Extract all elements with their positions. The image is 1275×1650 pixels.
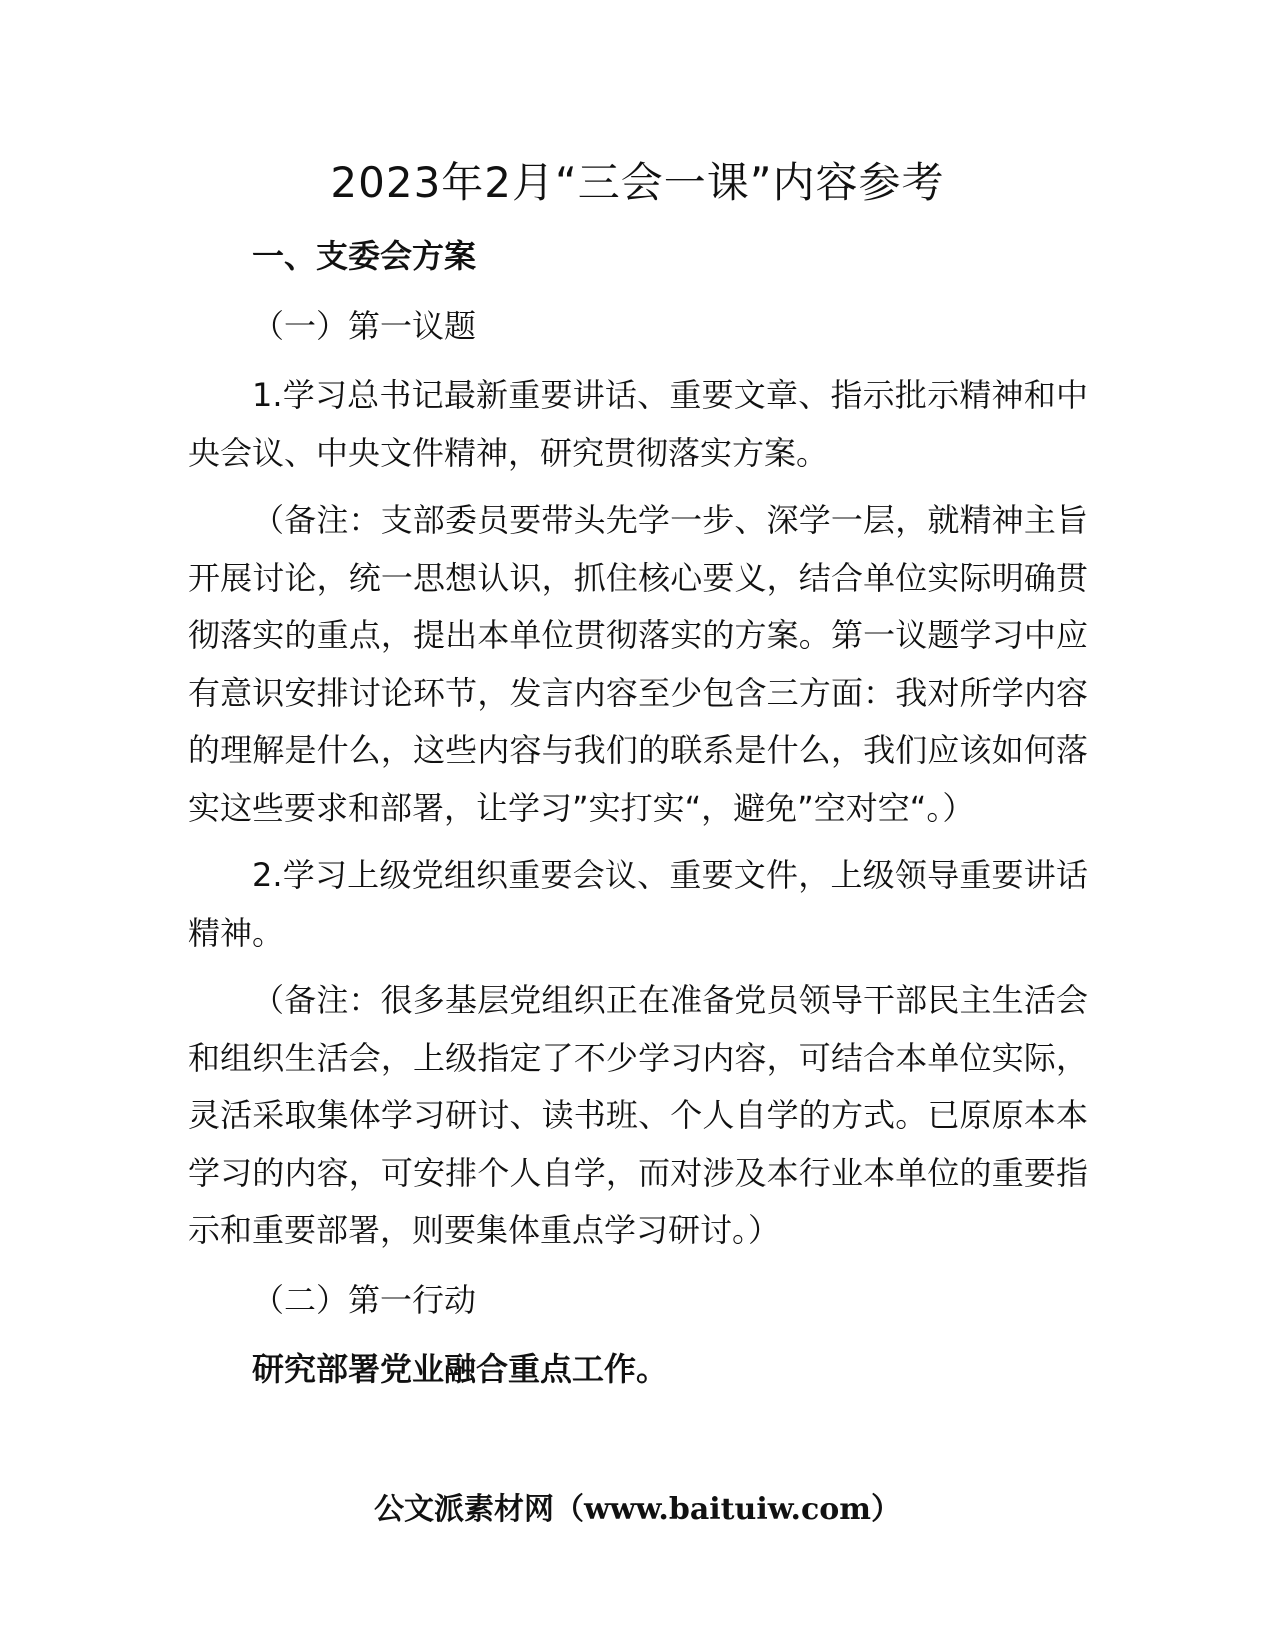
note-paragraph: （备注：很多基层党组织正在准备党员领导干部民主生活会和组织生活会，上级指定了不少学习内容，可结合本单位实际，灵活采取集体学习研讨、读书班、个人自学的方式。已原原本本学习的内容，可安排个人自学，而对涉及本行业本单位的重要指示和重要部署，则要集体重点学习研讨。）	[188, 981, 1088, 1249]
action-paragraph: 研究部署党业融合重点工作。	[252, 1350, 669, 1388]
note-paragraph: （备注：支部委员要带头先学一步、深学一层，就精神主旨开展讨论，统一思想认识，抓住核心要义，结合单位实际明确贯彻落实的重点，提出本单位贯彻落实的方案。第一议题学习中应有意识安排讨论环节，发言内容至少包含三方面：我对所学内容的理解是什么，这些内容与我们的联系是什么，我们应该如何落实这些要求和部署，让学习”实打实“，避免”空对空“。）	[188, 501, 1088, 827]
subsection-heading: （二）第一行动	[252, 1280, 477, 1319]
document-body	[188, 228, 1088, 1399]
item-paragraph: 1.学习总书记最新重要讲话、重要文章、指示批示精神和中央会议、中央文件精神，研究贯彻落实方案。	[188, 376, 1088, 472]
footer-source: 公文派素材网（www.baituiw.com）	[373, 1492, 902, 1527]
document-title: 2023年2月“三会一课”内容参考	[330, 158, 945, 207]
item-paragraph: 2.学习上级党组织重要会议、重要文件，上级领导重要讲话精神。	[188, 856, 1088, 952]
subsection-heading: （一）第一议题	[252, 306, 477, 345]
section-heading: 一、支委会方案	[252, 237, 477, 275]
